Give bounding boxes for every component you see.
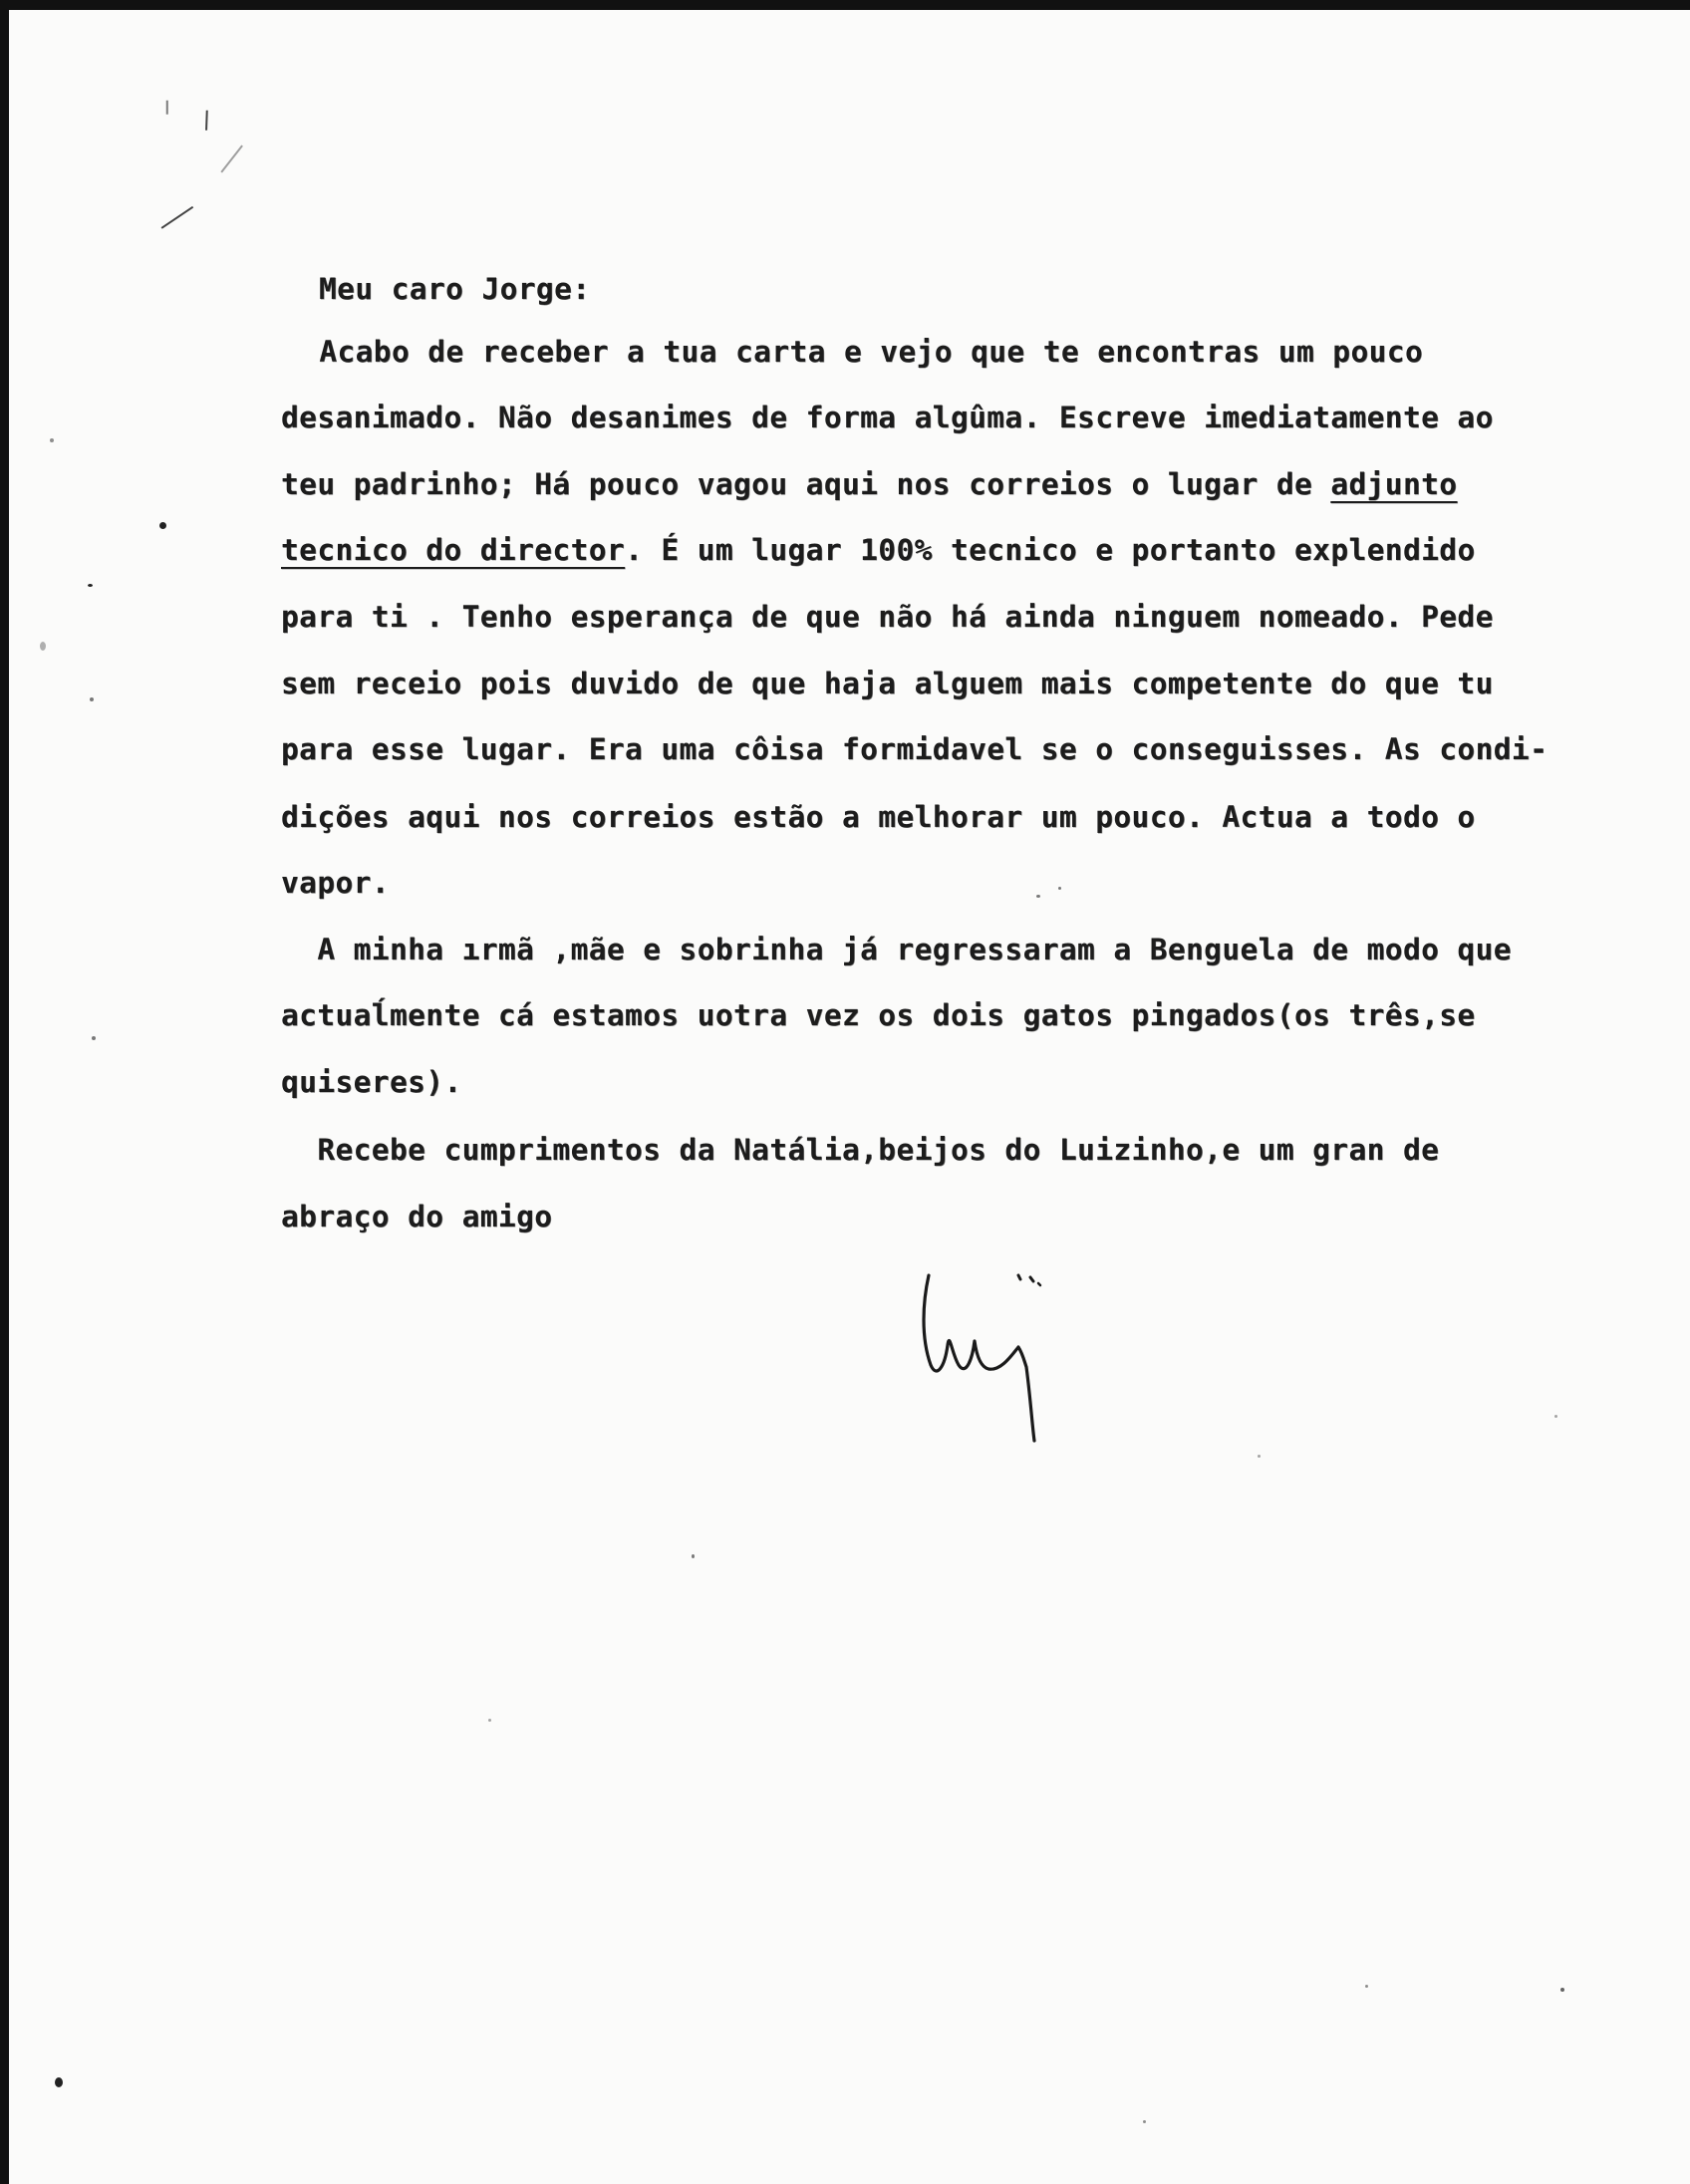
letter-line-2: desanimado. Não desanimes de forma algûma. Escreve imediatamente ao [281, 401, 1494, 434]
letter-line-4-text: . É um lugar 100% tecnico e portanto explendido [625, 533, 1476, 567]
underlined-phrase-end: tecnico do director [281, 533, 626, 567]
scan-speck [90, 697, 94, 701]
letter-line-8: dições aqui nos correios estão a melhorar um pouco. Actua a todo o [281, 800, 1476, 834]
scan-speck [1036, 895, 1040, 898]
letter-line-6: sem receio pois duvido de que haja alguem mais competente do que tu [281, 667, 1494, 700]
letter-line-10: A minha ırmã ,mãe e sobrinha já regressaram a Benguela de modo que [281, 933, 1512, 966]
letter-line-1: Acabo de receber a tua carta e vejo que te encontras um pouco [283, 335, 1424, 369]
letter-line-12: quiseres). [281, 1065, 462, 1099]
scan-speck [40, 642, 46, 651]
scan-speck [1258, 1455, 1261, 1458]
scan-speck [488, 1719, 491, 1722]
letter-line-13: Recebe cumprimentos da Natália,beijos do Luizinho,e um gran de [281, 1133, 1440, 1167]
letter-line-14: abraço do amigo [281, 1200, 553, 1233]
handwritten-signature [915, 1257, 1084, 1447]
scan-speck [692, 1554, 695, 1558]
scan-mark [166, 101, 168, 115]
letter-line-11: actuaĺmente cá estamos uotra vez os dois gatos pingados(os três,se [281, 998, 1476, 1032]
letter-line-3 [281, 467, 1458, 501]
scan-speck [1560, 1988, 1564, 1992]
letter-line-4 [281, 533, 1476, 567]
scan-speck [88, 584, 93, 587]
scan-speck [1058, 887, 1061, 890]
letter-line-5: para ti . Tenho esperança de que não há ainda ninguem nomeado. Pede [281, 600, 1494, 634]
scan-speck [159, 522, 166, 529]
letter-line-7: para esse lugar. Era uma côisa formidavel se o conseguisses. As condi- [281, 732, 1549, 766]
scan-speck [55, 2077, 63, 2087]
letter-line-9: vapor. [281, 866, 390, 900]
scan-speck [1365, 1985, 1368, 1988]
scan-speck [1143, 2120, 1146, 2123]
scan-speck [92, 1036, 96, 1040]
underlined-phrase-start: adjunto [1330, 467, 1458, 501]
scan-speck [1554, 1415, 1557, 1418]
letter-line-3-text: teu padrinho; Há pouco vagou aqui nos correios o lugar de [281, 467, 1331, 501]
salutation: Meu caro Jorge: [319, 272, 591, 306]
scan-speck [50, 438, 54, 442]
